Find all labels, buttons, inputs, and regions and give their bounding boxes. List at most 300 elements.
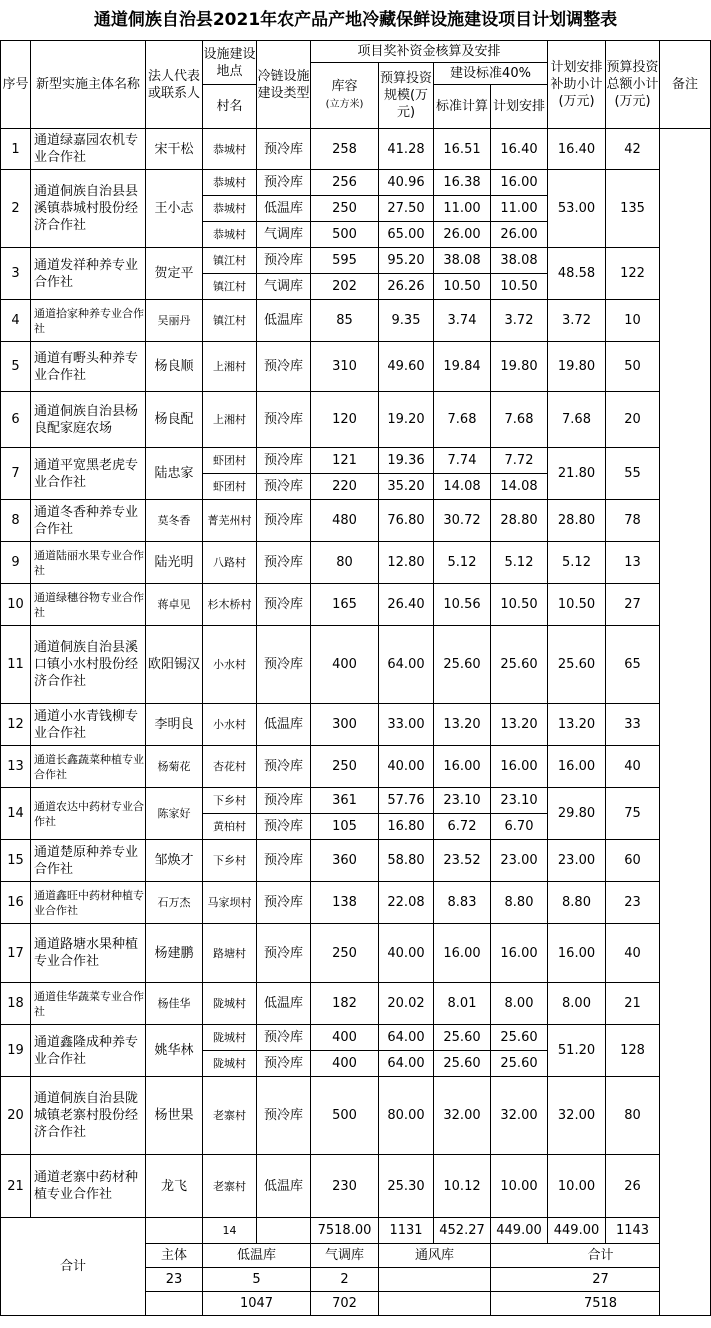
row-budget: 12.80 (379, 542, 434, 584)
row-seq: 20 (1, 1077, 31, 1155)
row-subsidy: 10.00 (548, 1155, 606, 1218)
total-empty (257, 1218, 311, 1244)
row-budget: 22.08 (379, 882, 434, 924)
row-type: 预冷库 (257, 1051, 311, 1077)
row-capacity: 182 (311, 983, 379, 1025)
row-capacity: 480 (311, 500, 379, 542)
row-standard: 30.72 (434, 500, 491, 542)
row-village: 陇城村 (203, 1051, 257, 1077)
row-total: 10 (606, 300, 660, 342)
table-row (1, 300, 711, 342)
row-type: 气调库 (257, 274, 311, 300)
row-legal: 吴丽丹 (146, 300, 203, 342)
row-capacity: 250 (311, 196, 379, 222)
row-legal: 蒋卓见 (146, 584, 203, 626)
row-type: 低温库 (257, 1155, 311, 1218)
row-plan: 10.50 (491, 584, 548, 626)
row-capacity: 250 (311, 746, 379, 788)
row-seq: 14 (1, 788, 31, 840)
row-legal: 龙飞 (146, 1155, 203, 1218)
row-village: 镇江村 (203, 300, 257, 342)
row-budget: 58.80 (379, 840, 434, 882)
row-capacity: 400 (311, 1051, 379, 1077)
row-type: 预冷库 (257, 500, 311, 542)
row-standard: 14.08 (434, 474, 491, 500)
header-capacity (311, 63, 379, 129)
row-subsidy: 48.58 (548, 248, 606, 300)
row-budget: 16.80 (379, 814, 434, 840)
table-row (1, 882, 711, 924)
row-plan: 26.00 (491, 222, 548, 248)
header-legal: 法人代表或联系人 (146, 41, 203, 129)
row-legal: 杨佳华 (146, 983, 203, 1025)
total-plan: 449.00 (491, 1218, 548, 1244)
row-total: 60 (606, 840, 660, 882)
row-standard: 11.00 (434, 196, 491, 222)
row-entity: 通道绿穗谷物专业合作社 (31, 584, 146, 626)
row-capacity: 230 (311, 1155, 379, 1218)
row-entity: 通道有嘢头种养专业合作社 (31, 342, 146, 392)
summary-low-count: 5 (203, 1268, 311, 1292)
row-seq: 6 (1, 392, 31, 448)
row-plan: 25.60 (491, 626, 548, 704)
table-row (1, 983, 711, 1025)
row-total: 50 (606, 342, 660, 392)
row-entity: 通道陆丽水果专业合作社 (31, 542, 146, 584)
total-standard: 452.27 (434, 1218, 491, 1244)
row-entity: 通道冬香种养专业合作社 (31, 500, 146, 542)
row-capacity: 258 (311, 129, 379, 170)
row-plan: 3.72 (491, 300, 548, 342)
row-legal: 邹焕才 (146, 840, 203, 882)
row-total: 55 (606, 448, 660, 500)
row-total: 27 (606, 584, 660, 626)
row-capacity: 80 (311, 542, 379, 584)
row-plan: 10.00 (491, 1155, 548, 1218)
row-entity: 通道绿嘉园农机专业合作社 (31, 129, 146, 170)
row-entity: 通道老寨中药材种植专业合作社 (31, 1155, 146, 1218)
row-type: 低温库 (257, 983, 311, 1025)
row-standard: 38.08 (434, 248, 491, 274)
table-row (1, 626, 711, 704)
table-row (1, 448, 711, 474)
project-table (0, 40, 711, 1316)
row-subsidy: 28.80 (548, 500, 606, 542)
row-entity: 通道鑫旺中药材种植专业合作社 (31, 882, 146, 924)
table-row (1, 500, 711, 542)
row-type: 预冷库 (257, 448, 311, 474)
header-capacity-unit: (立方米) (325, 99, 364, 110)
row-legal: 李明良 (146, 704, 203, 746)
row-standard: 7.74 (434, 448, 491, 474)
row-capacity: 220 (311, 474, 379, 500)
row-plan: 38.08 (491, 248, 548, 274)
row-capacity: 250 (311, 924, 379, 983)
header-total-investment: 预算投资总额小计(万元) (606, 41, 660, 129)
table-row (1, 342, 711, 392)
row-capacity: 165 (311, 584, 379, 626)
row-plan: 16.40 (491, 129, 548, 170)
row-capacity: 121 (311, 448, 379, 474)
row-plan: 8.80 (491, 882, 548, 924)
summary-entity-capacity (146, 1292, 203, 1316)
summary-vent-count (379, 1268, 491, 1292)
row-budget: 57.76 (379, 788, 434, 814)
summary-vent-capacity (379, 1292, 491, 1316)
row-entity: 通道路塘水果种植专业合作社 (31, 924, 146, 983)
row-seq: 9 (1, 542, 31, 584)
table-row (1, 1155, 711, 1218)
remark-cell (660, 129, 711, 1316)
row-type: 预冷库 (257, 840, 311, 882)
row-subsidy: 51.20 (548, 1025, 606, 1077)
page-title: 通道侗族自治县2021年农产品产地冷藏保鲜设施建设项目计划调整表 (93, 10, 618, 30)
total-village-count: 14 (203, 1218, 257, 1244)
row-legal: 王小志 (146, 170, 203, 248)
row-subsidy: 5.12 (548, 542, 606, 584)
row-capacity: 202 (311, 274, 379, 300)
total-subsidy: 449.00 (548, 1218, 606, 1244)
row-standard: 6.72 (434, 814, 491, 840)
row-capacity: 105 (311, 814, 379, 840)
row-subsidy: 16.00 (548, 746, 606, 788)
row-budget: 64.00 (379, 1025, 434, 1051)
summary-entity-label: 主体 (146, 1244, 203, 1268)
row-capacity: 500 (311, 222, 379, 248)
row-village: 路塘村 (203, 924, 257, 983)
row-subsidy: 25.60 (548, 626, 606, 704)
table-row (1, 542, 711, 584)
summary-entity-count: 23 (146, 1268, 203, 1292)
table-row (1, 840, 711, 882)
row-plan: 6.70 (491, 814, 548, 840)
row-plan: 8.00 (491, 983, 548, 1025)
row-village: 小水村 (203, 626, 257, 704)
row-village: 八路村 (203, 542, 257, 584)
row-seq: 19 (1, 1025, 31, 1077)
row-village: 菁芜州村 (203, 500, 257, 542)
row-type: 预冷库 (257, 1025, 311, 1051)
row-seq: 17 (1, 924, 31, 983)
header-fund: 项目奖补资金核算及安排 (311, 41, 548, 63)
row-village: 镇江村 (203, 274, 257, 300)
row-legal: 杨世果 (146, 1077, 203, 1155)
row-total: 40 (606, 924, 660, 983)
row-type: 低温库 (257, 196, 311, 222)
row-entity: 通道侗族自治县陇城镇老寨村股份经济合作社 (31, 1077, 146, 1155)
row-budget: 80.00 (379, 1077, 434, 1155)
row-legal: 欧阳锡汉 (146, 626, 203, 704)
row-seq: 5 (1, 342, 31, 392)
row-legal: 陆光明 (146, 542, 203, 584)
row-village: 恭城村 (203, 170, 257, 196)
row-standard: 16.00 (434, 924, 491, 983)
row-plan: 14.08 (491, 474, 548, 500)
row-legal: 石万杰 (146, 882, 203, 924)
row-budget: 9.35 (379, 300, 434, 342)
row-capacity: 310 (311, 342, 379, 392)
row-standard: 25.60 (434, 1051, 491, 1077)
row-seq: 18 (1, 983, 31, 1025)
row-entity: 通道佳华蔬菜专业合作社 (31, 983, 146, 1025)
row-plan: 25.60 (491, 1051, 548, 1077)
row-seq: 2 (1, 170, 31, 248)
row-type: 预冷库 (257, 392, 311, 448)
row-subsidy: 8.00 (548, 983, 606, 1025)
row-budget: 19.20 (379, 392, 434, 448)
row-seq: 8 (1, 500, 31, 542)
row-capacity: 300 (311, 704, 379, 746)
row-capacity: 85 (311, 300, 379, 342)
row-subsidy: 29.80 (548, 788, 606, 840)
row-standard: 8.01 (434, 983, 491, 1025)
row-plan: 7.68 (491, 392, 548, 448)
table-row (1, 392, 711, 448)
row-village: 恭城村 (203, 129, 257, 170)
row-standard: 10.56 (434, 584, 491, 626)
row-type: 预冷库 (257, 788, 311, 814)
row-type: 预冷库 (257, 170, 311, 196)
row-subsidy: 21.80 (548, 448, 606, 500)
row-plan: 16.00 (491, 746, 548, 788)
row-plan: 7.72 (491, 448, 548, 474)
row-village: 杏花村 (203, 746, 257, 788)
row-plan: 11.00 (491, 196, 548, 222)
row-budget: 40.00 (379, 924, 434, 983)
row-standard: 16.38 (434, 170, 491, 196)
row-total: 33 (606, 704, 660, 746)
row-type: 气调库 (257, 222, 311, 248)
summary-ca-count: 2 (311, 1268, 379, 1292)
row-village: 下乡村 (203, 788, 257, 814)
row-type: 预冷库 (257, 626, 311, 704)
header-subsidy: 计划安排补助小计(万元) (548, 41, 606, 129)
row-village: 虾团村 (203, 448, 257, 474)
row-village: 杉木桥村 (203, 584, 257, 626)
row-seq: 11 (1, 626, 31, 704)
table-row (1, 788, 711, 814)
row-village: 上湘村 (203, 342, 257, 392)
row-village: 陇城村 (203, 983, 257, 1025)
row-entity: 通道侗族自治县县溪镇恭城村股份经济合作社 (31, 170, 146, 248)
row-standard: 10.50 (434, 274, 491, 300)
row-type: 预冷库 (257, 882, 311, 924)
row-seq: 7 (1, 448, 31, 500)
row-budget: 27.50 (379, 196, 434, 222)
header-budget: 预算投资规模(万元) (379, 63, 434, 129)
row-type: 预冷库 (257, 814, 311, 840)
row-village: 黄柏村 (203, 814, 257, 840)
row-subsidy: 23.00 (548, 840, 606, 882)
total-empty (146, 1218, 203, 1244)
table-row (1, 248, 711, 274)
row-legal: 贺定平 (146, 248, 203, 300)
row-type: 预冷库 (257, 584, 311, 626)
table-row (1, 746, 711, 788)
row-plan: 13.20 (491, 704, 548, 746)
row-subsidy: 8.80 (548, 882, 606, 924)
row-legal: 莫冬香 (146, 500, 203, 542)
header-type: 冷链设施建设类型 (257, 41, 311, 129)
row-seq: 1 (1, 129, 31, 170)
row-budget: 65.00 (379, 222, 434, 248)
row-legal: 杨菊花 (146, 746, 203, 788)
row-seq: 4 (1, 300, 31, 342)
row-type: 预冷库 (257, 248, 311, 274)
row-budget: 26.40 (379, 584, 434, 626)
row-entity: 通道楚原种养专业合作社 (31, 840, 146, 882)
row-plan: 23.00 (491, 840, 548, 882)
row-seq: 12 (1, 704, 31, 746)
row-legal: 杨良顺 (146, 342, 203, 392)
summary-low-label: 低温库 (203, 1244, 311, 1268)
row-legal: 姚华林 (146, 1025, 203, 1077)
row-standard: 7.68 (434, 392, 491, 448)
summary-sum-count: 27 (491, 1268, 711, 1292)
total-row (1, 1218, 711, 1244)
row-budget: 26.26 (379, 274, 434, 300)
table-row (1, 1025, 711, 1051)
row-total: 65 (606, 626, 660, 704)
row-village: 恭城村 (203, 222, 257, 248)
row-total: 128 (606, 1025, 660, 1077)
row-standard: 3.74 (434, 300, 491, 342)
table-row (1, 129, 711, 170)
summary-sum-label: 合计 (491, 1244, 711, 1268)
row-budget: 41.28 (379, 129, 434, 170)
row-budget: 76.80 (379, 500, 434, 542)
header-site: 设施建设地点 (203, 41, 257, 85)
row-plan: 28.80 (491, 500, 548, 542)
row-type: 预冷库 (257, 542, 311, 584)
row-plan: 25.60 (491, 1025, 548, 1051)
row-total: 21 (606, 983, 660, 1025)
row-standard: 13.20 (434, 704, 491, 746)
total-investment: 1143 (606, 1218, 660, 1244)
header-std-calc: 标准计算 (434, 85, 491, 129)
row-standard: 8.83 (434, 882, 491, 924)
row-total: 26 (606, 1155, 660, 1218)
row-legal: 陈家好 (146, 788, 203, 840)
row-total: 40 (606, 746, 660, 788)
row-total: 135 (606, 170, 660, 248)
row-plan: 16.00 (491, 924, 548, 983)
row-standard: 26.00 (434, 222, 491, 248)
row-legal: 宋干松 (146, 129, 203, 170)
row-capacity: 256 (311, 170, 379, 196)
row-subsidy: 3.72 (548, 300, 606, 342)
row-seq: 10 (1, 584, 31, 626)
total-budget: 1131 (379, 1218, 434, 1244)
row-budget: 33.00 (379, 704, 434, 746)
table-row (1, 924, 711, 983)
row-village: 陇城村 (203, 1025, 257, 1051)
row-standard: 10.12 (434, 1155, 491, 1218)
row-village: 老寨村 (203, 1077, 257, 1155)
row-standard: 16.51 (434, 129, 491, 170)
row-village: 上湘村 (203, 392, 257, 448)
row-total: 42 (606, 129, 660, 170)
header-plan: 计划安排 (491, 85, 548, 129)
row-budget: 95.20 (379, 248, 434, 274)
row-type: 低温库 (257, 704, 311, 746)
summary-ca-label: 气调库 (311, 1244, 379, 1268)
row-capacity: 120 (311, 392, 379, 448)
header-capacity-label: 库容 (331, 79, 358, 94)
row-plan: 23.10 (491, 788, 548, 814)
row-type: 预冷库 (257, 474, 311, 500)
table-row (1, 584, 711, 626)
row-entity: 通道鑫隆成种养专业合作社 (31, 1025, 146, 1077)
header-standard: 建设标准40% (434, 63, 548, 85)
row-type: 预冷库 (257, 342, 311, 392)
row-seq: 13 (1, 746, 31, 788)
row-entity: 通道小水青钱柳专业合作社 (31, 704, 146, 746)
row-standard: 23.52 (434, 840, 491, 882)
row-entity: 通道侗族自治县杨良配家庭农场 (31, 392, 146, 448)
total-label: 合计 (1, 1218, 146, 1316)
row-subsidy: 16.40 (548, 129, 606, 170)
row-legal: 陆忠家 (146, 448, 203, 500)
summary-vent-label: 通风库 (379, 1244, 491, 1268)
table-row (1, 1077, 711, 1155)
row-village: 镇江村 (203, 248, 257, 274)
row-village: 恭城村 (203, 196, 257, 222)
row-total: 13 (606, 542, 660, 584)
row-budget: 20.02 (379, 983, 434, 1025)
row-type: 预冷库 (257, 924, 311, 983)
table-row (1, 704, 711, 746)
row-seq: 16 (1, 882, 31, 924)
row-village: 马家坝村 (203, 882, 257, 924)
row-subsidy: 32.00 (548, 1077, 606, 1155)
row-standard: 25.60 (434, 1025, 491, 1051)
row-budget: 40.96 (379, 170, 434, 196)
summary-sum-capacity: 7518 (491, 1292, 711, 1316)
row-capacity: 400 (311, 626, 379, 704)
row-entity: 通道发祥种养专业合作社 (31, 248, 146, 300)
row-budget: 64.00 (379, 626, 434, 704)
row-capacity: 360 (311, 840, 379, 882)
row-type: 低温库 (257, 300, 311, 342)
row-plan: 32.00 (491, 1077, 548, 1155)
row-total: 75 (606, 788, 660, 840)
row-total: 23 (606, 882, 660, 924)
row-plan: 10.50 (491, 274, 548, 300)
row-budget: 49.60 (379, 342, 434, 392)
row-subsidy: 19.80 (548, 342, 606, 392)
row-entity: 通道长鑫蔬菜种植专业合作社 (31, 746, 146, 788)
row-subsidy: 10.50 (548, 584, 606, 626)
row-budget: 25.30 (379, 1155, 434, 1218)
row-village: 老寨村 (203, 1155, 257, 1218)
row-subsidy: 53.00 (548, 170, 606, 248)
row-seq: 21 (1, 1155, 31, 1218)
row-standard: 16.00 (434, 746, 491, 788)
row-subsidy: 7.68 (548, 392, 606, 448)
total-capacity: 7518.00 (311, 1218, 379, 1244)
row-type: 预冷库 (257, 129, 311, 170)
row-type: 预冷库 (257, 746, 311, 788)
row-standard: 19.84 (434, 342, 491, 392)
row-seq: 15 (1, 840, 31, 882)
header-village: 村名 (203, 85, 257, 129)
table-row (1, 170, 711, 196)
row-village: 虾团村 (203, 474, 257, 500)
row-capacity: 361 (311, 788, 379, 814)
row-entity: 通道拾家种养专业合作社 (31, 300, 146, 342)
row-seq: 3 (1, 248, 31, 300)
